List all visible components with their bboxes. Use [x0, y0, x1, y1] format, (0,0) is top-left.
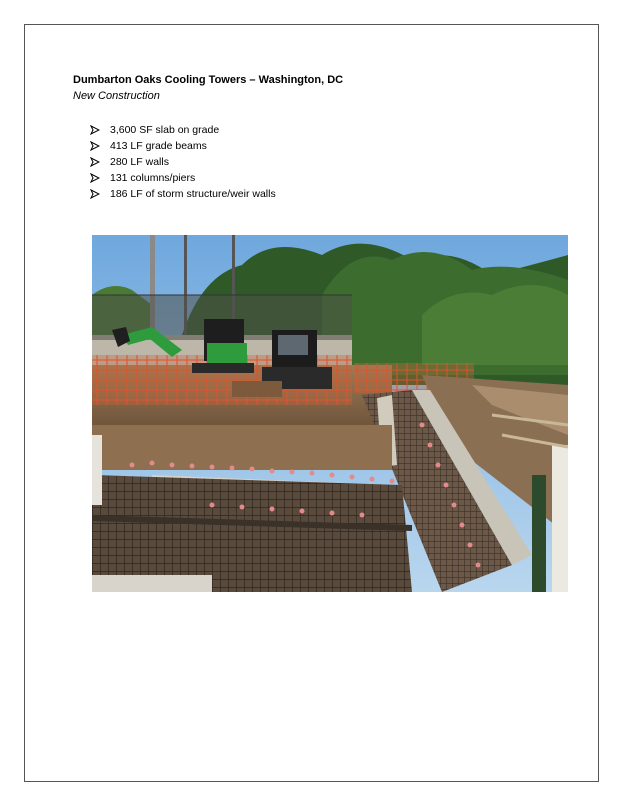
list-item-text: 131 columns/piers — [110, 172, 196, 184]
list-item — [90, 122, 276, 138]
document-title: Dumbarton Oaks Cooling Towers – Washington, DC — [73, 74, 344, 86]
arrow-bullet-icon — [90, 189, 100, 199]
photo-illustration — [92, 235, 568, 592]
arrow-bullet-icon — [90, 141, 100, 151]
arrow-bullet-icon — [90, 157, 100, 167]
arrow-bullet-icon — [90, 173, 100, 183]
construction-site-photo — [92, 235, 568, 592]
list-item — [90, 170, 276, 186]
list-item-text: 186 LF of storm structure/weir walls — [110, 188, 276, 200]
list-item — [90, 154, 276, 170]
list-item — [90, 138, 276, 154]
list-item-text: 280 LF walls — [110, 156, 169, 168]
document-subtitle: New Construction — [73, 90, 160, 102]
arrow-bullet-icon — [90, 125, 100, 135]
scope-list — [90, 122, 276, 202]
list-item-text: 3,600 SF slab on grade — [110, 124, 220, 136]
list-item-text: 413 LF grade beams — [110, 140, 207, 152]
list-item — [90, 186, 276, 202]
